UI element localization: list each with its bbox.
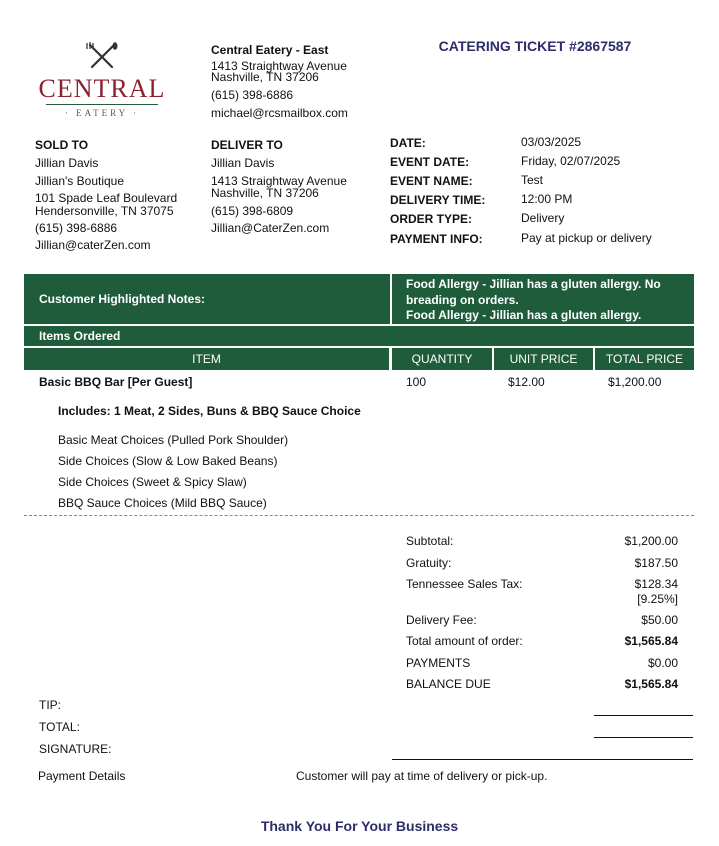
items-ordered-bar [24, 326, 694, 346]
column-header-unit-price: UNIT PRICE [494, 348, 593, 370]
deliver-to-name: Jillian Davis [211, 156, 275, 170]
logo-name: CENTRAL [38, 74, 166, 103]
gratuity-value: $187.50 [634, 556, 678, 570]
thank-you-message: Thank You For Your Business [260, 818, 459, 834]
detail-value: 03/03/2025 [521, 135, 582, 149]
crossed-fork-knife-icon [82, 42, 122, 70]
column-header-quantity: QUANTITY [392, 348, 492, 370]
sold-to-address-2: Hendersonville, TN 37075 [35, 204, 174, 218]
tip-line [594, 715, 693, 716]
note-line: breading on orders. [406, 292, 519, 307]
payment-details-label: Payment Details [38, 769, 126, 783]
detail-label: DATE: [390, 136, 426, 150]
section-divider [24, 515, 694, 516]
vendor-phone: (615) 398-6886 [211, 88, 294, 102]
deliver-to-heading: DELIVER TO [211, 138, 283, 152]
balance-due-value: $1,565.84 [624, 677, 678, 691]
column-header-item: ITEM [24, 348, 389, 370]
item-choice: Side Choices (Slow & Low Baked Beans) [58, 454, 278, 468]
company-logo [34, 40, 174, 122]
items-ordered-label: Items Ordered [39, 329, 121, 343]
deliver-to-address-1: 1413 Straightway Avenue [211, 174, 347, 188]
detail-value: Friday, 02/07/2025 [521, 154, 621, 168]
vendor-email: michael@rcsmailbox.com [211, 106, 348, 120]
vendor-address-1: 1413 Straightway Avenue [211, 59, 347, 73]
notes-text [406, 277, 686, 324]
sold-to-heading: SOLD TO [35, 138, 89, 152]
item-unit-price: $12.00 [508, 375, 545, 389]
item-total-price: $1,200.00 [608, 375, 662, 389]
ticket-title: CATERING TICKET #2867587 [438, 38, 632, 54]
signature-line [392, 759, 693, 760]
item-choice: BBQ Sauce Choices (Mild BBQ Sauce) [58, 496, 267, 510]
sold-to-address-1: 101 Spade Leaf Boulevard [35, 191, 178, 205]
tax-value: $128.34 [634, 577, 678, 591]
note-line: Food Allergy - Jillian has a gluten allergy. [406, 308, 642, 322]
item-quantity: 100 [406, 375, 427, 389]
payments-label: PAYMENTS [406, 656, 471, 670]
gratuity-label: Gratuity: [406, 556, 452, 570]
payment-details-text: Customer will pay at time of delivery or pick-up. [296, 769, 548, 783]
logo-subtitle: · EATERY · [64, 108, 140, 118]
balance-due-label: BALANCE DUE [406, 677, 491, 691]
sold-to-phone: (615) 398-6886 [35, 221, 118, 235]
delivery-fee-value: $50.00 [641, 613, 678, 627]
vendor-name: Central Eatery - East [211, 43, 329, 57]
tip-label: TIP: [39, 698, 62, 712]
item-name: Basic BBQ Bar [Per Guest] [39, 375, 193, 389]
notes-label: Customer Highlighted Notes: [39, 292, 206, 306]
sold-to-name: Jillian Davis [35, 156, 99, 170]
detail-label: PAYMENT INFO: [390, 232, 483, 246]
detail-value: 12:00 PM [521, 192, 573, 206]
detail-value: Delivery [521, 211, 565, 225]
deliver-to-email: Jillian@CaterZen.com [211, 221, 330, 235]
detail-value: Pay at pickup or delivery [521, 231, 652, 245]
total-line [594, 737, 693, 738]
tax-label: Tennessee Sales Tax: [406, 577, 523, 591]
delivery-fee-label: Delivery Fee: [406, 613, 477, 627]
sold-to-company: Jillian's Boutique [35, 174, 125, 188]
tax-rate: [9.25%] [637, 592, 678, 606]
item-includes: Includes: 1 Meat, 2 Sides, Buns & BBQ Sauce Choice [58, 404, 361, 418]
deliver-to-phone: (615) 398-6809 [211, 204, 294, 218]
subtotal-value: $1,200.00 [624, 534, 678, 548]
notes-divider [390, 274, 392, 324]
column-header-total-price: TOTAL PRICE [595, 348, 694, 370]
item-choice: Basic Meat Choices (Pulled Pork Shoulder) [58, 433, 289, 447]
note-line: Food Allergy - Jillian has a gluten allergy. No [406, 277, 661, 291]
deliver-to-address-2: Nashville, TN 37206 [211, 186, 319, 200]
item-choice: Side Choices (Sweet & Spicy Slaw) [58, 475, 247, 489]
detail-label: EVENT NAME: [390, 174, 473, 188]
sold-to-email: Jillian@caterZen.com [35, 238, 151, 252]
signature-label: SIGNATURE: [39, 742, 112, 756]
logo-divider [46, 104, 158, 105]
detail-label: EVENT DATE: [390, 155, 470, 169]
order-total-label: Total amount of order: [406, 634, 523, 648]
vendor-address-2: Nashville, TN 37206 [211, 70, 319, 84]
detail-label: ORDER TYPE: [390, 212, 473, 226]
total-label: TOTAL: [39, 720, 80, 734]
subtotal-label: Subtotal: [406, 534, 454, 548]
payments-value: $0.00 [647, 656, 678, 670]
detail-value: Test [521, 173, 544, 187]
order-total-value: $1,565.84 [624, 634, 678, 648]
detail-label: DELIVERY TIME: [390, 193, 486, 207]
